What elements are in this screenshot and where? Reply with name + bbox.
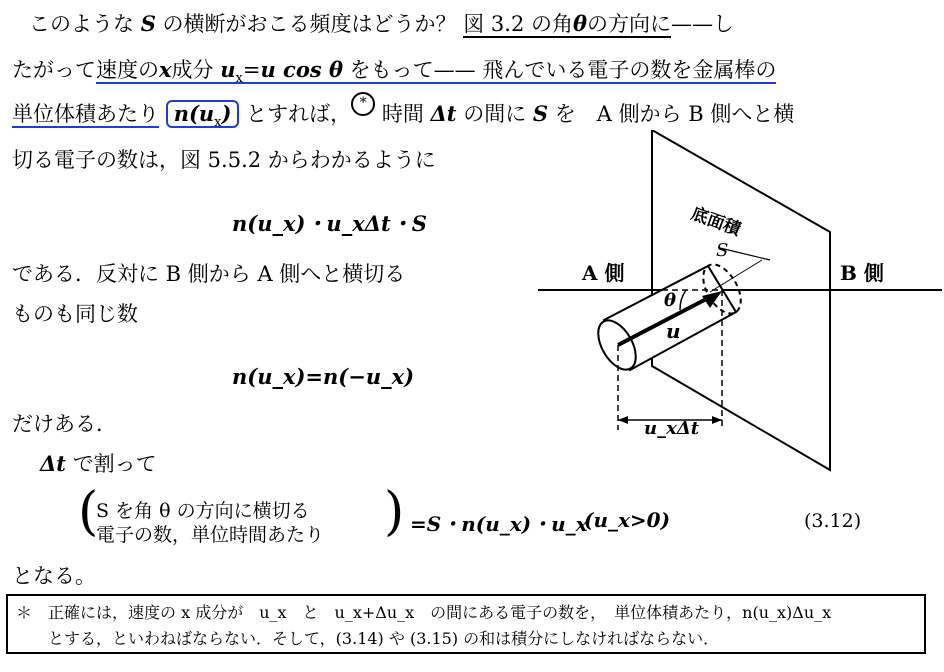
footnote-marker: * [351, 92, 375, 116]
dim-arrow-left [618, 416, 628, 424]
text-line-end [12, 562, 96, 590]
subscript: x [214, 115, 222, 131]
text-line-7 [12, 300, 138, 328]
footnote-line-1: ＊ 正確には，速度の x 成分が u_x と u_x+Δu_x の間にある電子の数を， 単位体積あたり，n(u_x)Δu_x [16, 603, 832, 622]
equation-2: n(u_x)=n(−u_x) [232, 364, 415, 389]
underlined-phrase [463, 12, 671, 38]
underlined-phrase: 単位体積あたり [12, 102, 159, 126]
right-paren: ) [384, 482, 405, 542]
text-line-9 [12, 410, 117, 438]
text: で割って [72, 452, 157, 476]
math-u: u [220, 57, 236, 82]
text: となる。 [12, 564, 96, 588]
text: ——し [671, 12, 734, 36]
math-dt: Δt [430, 101, 457, 126]
equation-number: (3.12) [804, 510, 862, 532]
math-ucos: u cos θ [260, 57, 343, 82]
text: ものも同じ数 [12, 302, 138, 326]
text: たがって [12, 58, 96, 82]
label-side-b: B 側 [840, 261, 884, 285]
eq3-bottom: 電子の数，単位時間あたり [96, 524, 325, 546]
text: 成分 [171, 58, 214, 82]
text: 図 3.2 の角 [463, 12, 573, 36]
label-S: S [716, 240, 729, 261]
text: このような [8, 12, 134, 36]
text-line-6 [12, 260, 405, 288]
left-paren: ( [78, 482, 99, 542]
math-n: n(u [173, 101, 215, 126]
math-S: S [532, 101, 549, 126]
label-length: u_xΔt [644, 418, 700, 439]
dim-arrow-right [712, 416, 722, 424]
math-paren: ) [221, 101, 232, 126]
math-theta: θ [572, 11, 587, 36]
subscript: x [235, 71, 243, 87]
text-line-1 [8, 10, 734, 38]
figure-diagram [530, 130, 944, 480]
label-u: u [666, 319, 681, 343]
eq3-top: S を角 θ の方向に横切る [96, 500, 310, 522]
label-theta: θ [664, 290, 677, 311]
text-line-10 [40, 450, 157, 478]
text: の方向に [587, 12, 671, 36]
text: とすれば， [246, 102, 352, 126]
text: だけある． [12, 412, 117, 436]
text: の間に [463, 102, 527, 126]
text: 切る電子の数は，図 5.5.2 からわかるように [12, 148, 436, 172]
text: の横断がおこる頻度はどうか？ [162, 12, 457, 36]
boxed-math [166, 100, 240, 131]
text: を A 側から B 側へと横 [554, 102, 795, 126]
footnote-box [6, 594, 926, 654]
underlined-phrase [96, 57, 777, 87]
text: 時間 [381, 102, 424, 126]
text: 速度の [96, 58, 159, 82]
math-x: x [159, 57, 172, 82]
text: = [242, 58, 261, 82]
footnote-line-2: とする，といわねばならない．そして，(3.14) や (3.15) の和は積分にしなければならない． [16, 629, 720, 648]
label-area: 底面積 [688, 203, 744, 241]
label-side-a: A 側 [582, 261, 625, 285]
eq3-condition: (u_x>0) [584, 508, 671, 532]
text-line-2 [12, 56, 776, 93]
equation-1: n(u_x)・u_xΔt・S [232, 211, 427, 236]
text: をもって—— 飛んでいる電子の数を金属棒の [349, 58, 777, 82]
equation-3 [78, 482, 778, 554]
eq3-rhs: =S・n(u_x)・u_x [410, 512, 588, 536]
text-line-4 [12, 146, 436, 174]
math-S: S [140, 11, 156, 36]
math-dt: Δt [40, 451, 66, 476]
text: である．反対に B 側から A 側へと横切る [12, 262, 406, 286]
